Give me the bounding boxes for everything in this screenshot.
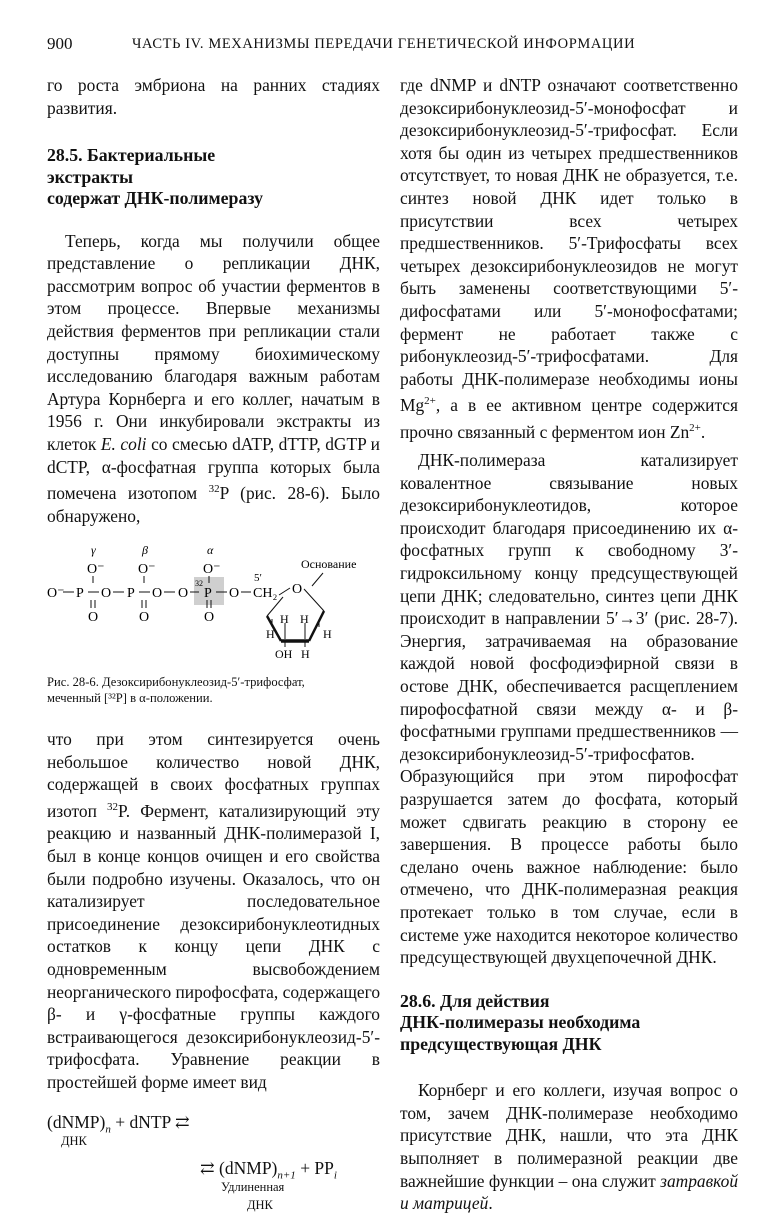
oxygen-atom: O⁻ [138, 562, 156, 578]
heading-line: содержат ДНК-полимеразу [47, 188, 263, 209]
equation-note: Удлиненная [221, 1179, 285, 1194]
oxygen-atom: O [204, 610, 215, 626]
text-run: . [488, 1193, 493, 1214]
phosphorus-gamma: P [76, 586, 84, 602]
paragraph-kornberg [47, 230, 380, 528]
left-column [47, 74, 380, 1222]
text-run: P (рис. 28-6). Было обнаружено, [47, 483, 380, 526]
page-header [47, 34, 737, 56]
oxygen-atom: O⁻ [203, 562, 221, 578]
heading-line: 28.5. Бактериальные [47, 145, 216, 166]
paragraph-mechanism: ДНК-полимераза катализирует ковалентное связывание новых дезоксирибонуклеотидов, которое происходит благодаря присоединению их α-фосфатных групп к свободному 3′-гидроксильному концу предсуществующей цепи ДНК; следовательно, синтез цепи ДНК происходит в направлении 5′→3′ (рис. 28-7). Энергия, затрачиваемая на образование каждой новой фосфодиэфирной связи в остове ДНК, обеспечивается расщеплением пирофосфатной связи между α- и β-фосфатными группами предшественников — дезоксирибонуклеозид-5′-трифосфатов. Образующийся при этом пирофосфат разрушается затем до фосфата, который может сдвигать реакцию в сторону ее завершения. В процессе работы было сделано очень важное наблюдение: было отмечено, что ДНК-полимеразная реакция протекает только в том случае, если в системе уже находится некоторое количество предсуществующей двухцепочечной ДНК. [400, 450, 738, 968]
heading-line: предсуществующая ДНК [400, 1033, 602, 1054]
phosphorus-alpha: P [204, 586, 212, 602]
equation-note: ДНК [247, 1197, 273, 1212]
paragraph-precursors [400, 74, 738, 443]
equation-rhs [200, 1158, 337, 1182]
bond [279, 588, 290, 595]
equation-term: + dNTP ⇄ [110, 1111, 190, 1132]
caption-line: меченный [³²P] в α-положении. [47, 691, 213, 706]
dntp-structure-diagram [47, 541, 380, 659]
oxygen-atom: O [88, 610, 99, 626]
italic-term: затравкой и матрицей [400, 1170, 739, 1214]
text-run: где dNMP и dNTP означают соответственно дезоксирибонуклеозид-5′-монофосфат и дезоксирибонуклеозид-5′-трифосфат. Если хотя бы один из четырех предшественников отсутствует, то новая ДНК не образуется, т.е. синтез новой ДНК идет только в присутствии всех четырех предшественников. 5′-Трифосфаты всех четырех дезоксирибонуклеозидов не могут быть заменены соответствующими 5′-дифосфатами или 5′-монофосфатами; фермент не работает также с рибонуклеозид-5′-трифосфатами. Для работы ДНК-полимеразе необходимы ионы Mg [400, 75, 738, 416]
beta-label: β [142, 543, 148, 558]
hydrogen-atom: H [266, 627, 275, 642]
page-number: 900 [47, 34, 73, 53]
heading-line: экстракты [47, 166, 133, 187]
text-run: Теперь, когда мы получили общее представление о репликации ДНК, рассмотрим вопрос об участии ферментов в этом процессе. Впервые механизмы действия ферментов при репликации стали доступны прямому биохимическому исследованию благодаря важным работам Артура Корнберга и его коллег, начатым в 1956 г. Они инкубировали экстракты из клеток [47, 230, 380, 455]
section-heading-28-5 [47, 145, 380, 210]
right-column [400, 74, 738, 1215]
text-run: что при этом синтезируется очень небольшое количество новой ДНК, содержащей в своих фосфатных группах изотоп [47, 729, 380, 821]
isotope-superscript: 32 [208, 483, 220, 496]
ring-bond [304, 589, 324, 611]
text-run: , а в ее активном центре содержится прочно связанный с ферментом ион Zn [400, 395, 738, 442]
equation-subscript: n+1 [277, 1169, 296, 1181]
ring-oxygen: O [292, 582, 303, 598]
text-run: . [700, 421, 706, 442]
equation-subscript: n [105, 1123, 111, 1135]
heading-line: ДНК-полимеразы необходима [400, 1012, 641, 1033]
hydroxyl-group: OH [275, 647, 293, 660]
isotope-label: 32 [195, 579, 203, 589]
oxygen-atom: O⁻ [47, 586, 65, 602]
paragraph-polymerase-i [47, 728, 380, 1093]
hydrogen-atom: H [280, 612, 289, 627]
alpha-label: α [207, 543, 214, 558]
species-name: E. coli [100, 434, 147, 455]
oxygen-atom: O [152, 586, 163, 602]
gamma-label: γ [91, 543, 96, 558]
equation-term: ⇄ (dNMP) [200, 1157, 278, 1178]
oxygen-atom: O [229, 586, 240, 602]
figure-caption [47, 674, 380, 706]
ion-charge: 2+ [424, 395, 436, 408]
equation-term: + PP [295, 1157, 334, 1178]
five-prime-label: 5′ [254, 572, 262, 585]
heading-line: 28.6. Для действия [400, 990, 550, 1011]
reaction-equation [47, 1112, 380, 1222]
phosphorus-beta: P [127, 586, 135, 602]
text-run: Корнберг и его коллеги, изучая вопрос о том, зачем ДНК-полимеразе необходимо присутствие ДНК, нашли, что эта ДНК выполняет в полимеразной реакции две важнейшие функции – она служит [400, 1080, 738, 1191]
paragraph-primer-template [400, 1079, 738, 1215]
running-head: ЧАСТЬ IV. МЕХАНИЗМЫ ПЕРЕДАЧИ ГЕНЕТИЧЕСКОЙ ИНФОРМАЦИИ [132, 36, 636, 52]
base-bond [312, 573, 323, 586]
section-heading-28-6 [400, 991, 738, 1056]
oxygen-atom: O [178, 586, 189, 602]
text-run: P. Фермент, катализирующий эту реакцию и названный ДНК-полимеразой I, был в конце концов очищен и его свойства были подробно изучены. Оказалось, что он катализирует последовательное присоединение дезоксирибонуклеотидных остатков к концу цепи ДНК с одновременным высвобождением неорганического пирофосфата, содержащего β- и γ-фосфатные группы каждого встраивающегося дезоксирибонуклеозид-5′-трифосфата. Уравнение реакции в простейшей форме имеет вид [47, 800, 381, 1092]
oxygen-atom: O⁻ [87, 562, 105, 578]
figure-28-6 [47, 541, 380, 706]
isotope-superscript: 32 [107, 800, 119, 813]
ch2-group: CH₂ [253, 586, 278, 602]
oxygen-atom: O [139, 610, 150, 626]
equation-subscript: i [333, 1169, 337, 1181]
hydrogen-atom: H [300, 612, 309, 627]
equation-note: ДНК [61, 1133, 87, 1148]
ring-bond [309, 611, 324, 641]
ion-charge: 2+ [689, 421, 701, 434]
oxygen-atom: O [101, 586, 112, 602]
base-label: Основание [301, 557, 357, 572]
text-run: со смесью dATP, dTTP, dGTP и dCTP, α-фосфатная группа которых была помечена изотопом [47, 434, 380, 504]
equation-term: (dNMP) [47, 1111, 106, 1132]
hydrogen-atom: H [301, 647, 310, 660]
caption-line: Рис. 28-6. Дезоксирибонуклеозид-5′-трифосфат, [47, 675, 305, 690]
equation-lhs [47, 1112, 190, 1136]
hydrogen-atom: H [323, 627, 332, 642]
intro-text: го роста эмбриона на ранних стадиях развития. [47, 75, 380, 118]
